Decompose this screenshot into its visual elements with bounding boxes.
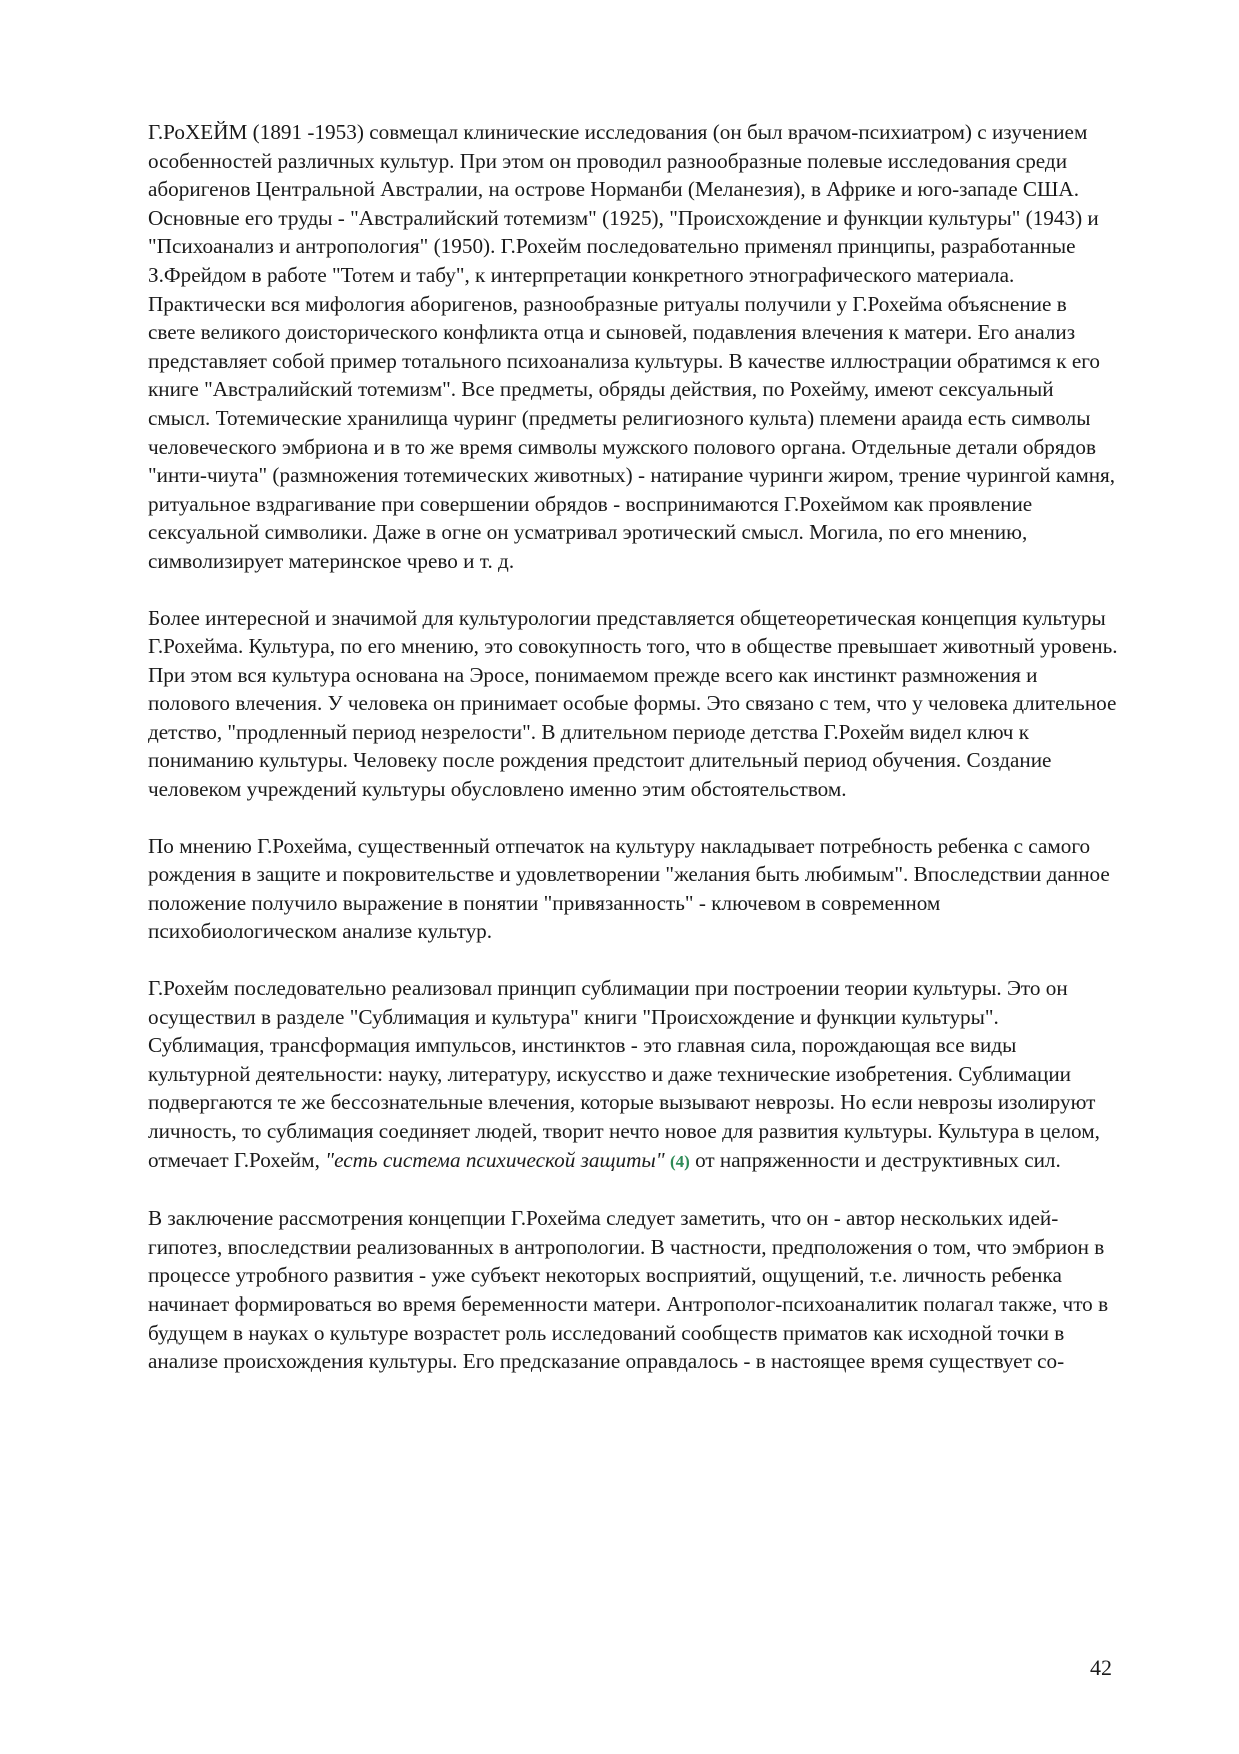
paragraph-4 (148, 974, 1118, 1176)
quote: "есть система психической защиты" (325, 1147, 665, 1172)
paragraph-4-tail: от напряженности и деструктивных сил. (689, 1147, 1061, 1172)
paragraph-3: По мнению Г.Рохейма, существенный отпечаток на культуру накладывает потребность ребенка с самого рождения в защите и покровительстве и удовлетворении "желания быть любимым". Впоследствии данное положение получило выражение в понятии "привязанность" - ключевом в современном психобиологическом анализе культур. (148, 833, 1110, 944)
paragraph-1: Г.РоХЕЙМ (1891 -1953) совмещал клинические исследования (он был врачом-психиатром) с изучением особенностей различных культур. При этом он проводил разнообразные полевые исследования среди аборигенов Центральной Австралии, на острове Норманби (Меланезия), в Африке и юго-западе США. Основные его труды - "Австралийский тотемизм" (1925), "Происхождение и функции культуры" (1943) и "Психоанализ и антропология" (1950). Г.Рохейм последовательно применял принципы, разработанные З.Фрейдом в работе "Тотем и табу", к интерпретации конкретного этнографического материала. Практически вся мифология аборигенов, разнообразные ритуалы получили у Г.Рохейма объяснение в свете великого доисторического конфликта отца и сыновей, подавления влечения к матери. Его анализ представляет собой пример тотального психоанализа культуры. В качестве иллюстрации обратимся к его книге "Австралийский тотемизм". Все предметы, обряды действия, по Рохейму, имеют сексуальный смысл. Тотемические хранилища чуринг (предметы религиозного культа) племени араида есть символы человеческого эмбриона и в то же время символы мужского полового органа. Отдельные детали обрядов "инти-чиута" (размножения тотемических животных) - натирание чуринги жиром, трение чурингой камня, ритуальное вздрагивание при совершении обрядов - воспринимаются Г.Рохеймом как проявление сексуальной символики. Даже в огне он усматривал эротический смысл. Могила, по его мнению, символизирует материнское чрево и т. д. (148, 120, 1116, 573)
footnote-reference-link[interactable]: (4) (669, 1151, 690, 1171)
page-number: 42 (1090, 1655, 1112, 1680)
paragraph-4-text: Г.Рохейм последовательно реализовал принцип сублимации при построении теории культуры. Это он осуществил в разделе "Сублимация и культура" книги "Происхождение и функции культуры". Сублимация, трансформация импульсов, инстинктов - это главная сила, порождающая все виды культурной деятельности: науку, литературу, искусство и даже технические изобретения. Сублимации подвергаются те же бессознательные влечения, которые вызывают неврозы. Но если неврозы изолируют личность, то сублимация соединяет людей, творит нечто новое для развития культуры. Культура в целом, отмечает Г.Рохейм, (148, 976, 1100, 1172)
page-body (148, 118, 1118, 1404)
paragraph-2: Более интересной и значимой для культурологии представляется общетеоретическая концепция культуры Г.Рохейма. Культура, по его мнению, это совокупность того, что в обществе превышает животный уровень. При этом вся культура основана на Эросе, понимаемом прежде всего как инстинкт размножения и полового влечения. У человека он принимает особые формы. Это связано с тем, что у человека длительное детство, "продленный период незрелости". В длительном периоде детства Г.Рохейм видел ключ к пониманию культуры. Человеку после рождения предстоит длительный период обучения. Создание человеком учреждений культуры обусловлено именно этим обстоятельством. (148, 605, 1118, 802)
paragraph-5: В заключение рассмотрения концепции Г.Рохейма следует заметить, что он - автор нескольких идей-гипотез, впоследствии реализованных в антропологии. В частности, предположения о том, что эмбрион в процессе утробного развития - уже субъект некоторых восприятий, ощущений, т.е. личность ребенка начинает формироваться во время беременности матери. Антрополог-психоаналитик полагал также, что в будущем в науках о культуре возрастет роль исследований сообществ приматов как исходной точки в анализе происхождения культуры. Его предсказание оправдалось - в настоящее время существует со- (148, 1206, 1109, 1374)
